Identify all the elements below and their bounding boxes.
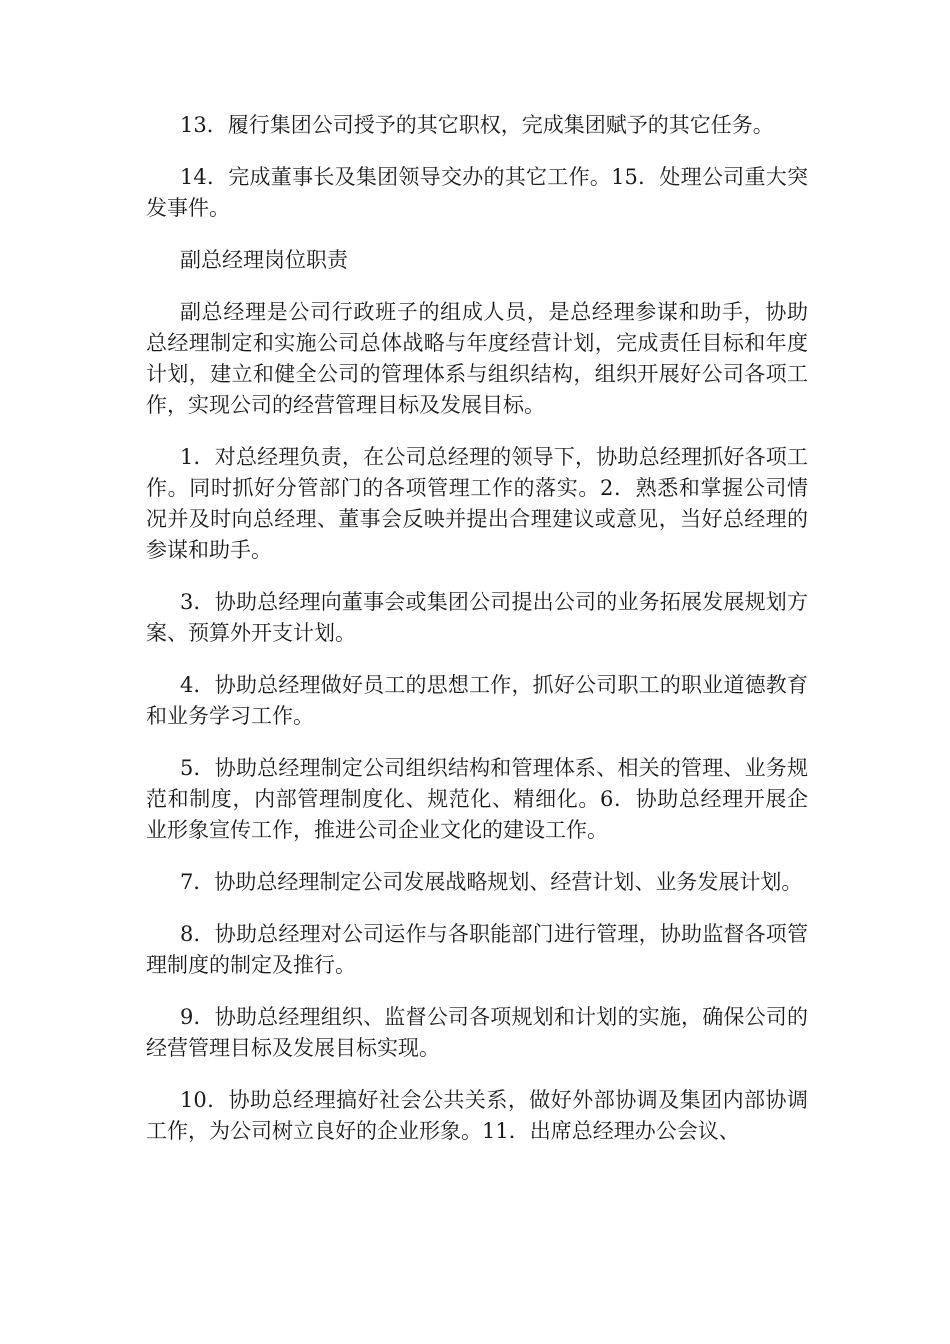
section-heading-deputy-gm: 副总经理岗位职责: [180, 248, 348, 272]
paragraph-deputy-gm-intro: 副总经理是公司行政班子的组成人员，是总经理参谋和助手，协助总经理制定和实施公司总体战略与年度经营计划，完成责任目标和年度计划，建立和健全公司的管理体系与组织结构，组织开展好公司各项工作，实现公司的经营管理目标及发展目标。: [146, 300, 808, 417]
paragraph-duty-7: 7．协助总经理制定公司发展战略规划、经营计划、业务发展计划。: [180, 870, 803, 894]
paragraph-duty-1-2: 1．对总经理负责，在公司总经理的领导下，协助总经理抓好各项工作。同时抓好分管部门的各项管理工作的落实。2．熟悉和掌握公司情况并及时向总经理、董事会反映并提出合理建议或意见，当好总经理的参谋和助手。: [146, 445, 808, 562]
paragraph-duty-14-15: 14．完成董事长及集团领导交办的其它工作。15．处理公司重大突发事件。: [146, 165, 808, 220]
paragraph-duty-3: 3．协助总经理向董事会或集团公司提出公司的业务拓展发展规划方案、预算外开支计划。: [146, 590, 808, 645]
paragraph-duty-9: 9．协助总经理组织、监督公司各项规划和计划的实施，确保公司的经营管理目标及发展目标实现。: [146, 1005, 808, 1060]
document-page: [146, 110, 808, 1168]
paragraph-duty-10-11: 10．协助总经理搞好社会公共关系，做好外部协调及集团内部协调工作，为公司树立良好的企业形象。11．出席总经理办公会议、: [146, 1088, 808, 1143]
paragraph-duty-8: 8．协助总经理对公司运作与各职能部门进行管理，协助监督各项管理制度的制定及推行。: [146, 922, 808, 977]
paragraph-duty-13: 13．履行集团公司授予的其它职权，完成集团赋予的其它任务。: [180, 113, 774, 137]
paragraph-duty-5-6: 5．协助总经理制定公司组织结构和管理体系、相关的管理、业务规范和制度，内部管理制度化、规范化、精细化。6．协助总经理开展企业形象宣传工作，推进公司企业文化的建设工作。: [146, 756, 808, 842]
paragraph-duty-4: 4．协助总经理做好员工的思想工作，抓好公司职工的职业道德教育和业务学习工作。: [146, 673, 808, 728]
